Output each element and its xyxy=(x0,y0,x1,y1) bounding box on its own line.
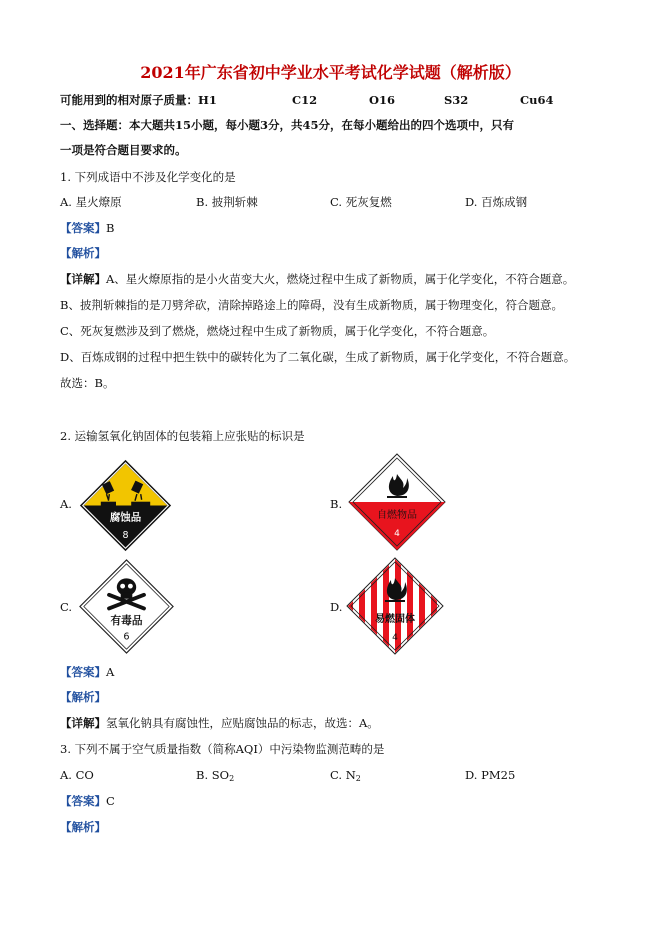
q2-detail-text: 氢氧化钠具有腐蚀性，应贴腐蚀品的标志，故选：A。 xyxy=(106,716,379,730)
q3-analysis-tag: 【解析】 xyxy=(60,820,106,834)
document-title: 2021年广东省初中学业水平考试化学试题（解析版） xyxy=(140,63,521,82)
spontaneous-combustion-icon xyxy=(347,452,447,552)
q2-detail xyxy=(60,716,379,730)
q1-stem: 1. 下列成语中不涉及化学变化的是 xyxy=(60,170,236,184)
spontaneous-label: 自燃物品 xyxy=(377,510,417,521)
atomic-mass-o: O16 xyxy=(369,93,396,107)
q3-option-d-text: D. PM25 xyxy=(465,768,516,782)
corrosive-label: 腐蚀品 xyxy=(109,511,142,524)
q2-answer xyxy=(60,665,114,679)
q3-option-b xyxy=(196,768,234,786)
atomic-mass-s: S32 xyxy=(444,93,469,107)
answer-tag: 【答案】 xyxy=(60,665,106,679)
flammable-solid-icon xyxy=(345,556,445,656)
flammable-label: 易燃固体 xyxy=(375,614,415,625)
q1-detail-b: B、披荆斩棘指的是刀劈斧砍，清除掉路途上的障碍，没有生成新物质，属于物理变化，符合题意。 xyxy=(60,298,563,312)
q1-option-d: D. 百炼成钢 xyxy=(465,195,528,209)
q3-option-a xyxy=(60,768,94,786)
q1-answer-value: B xyxy=(106,221,115,235)
spontaneous-class: 4 xyxy=(394,529,400,539)
section-heading-line1: 一、选择题：本大题共15小题，每小题3分，共45分，在每小题给出的四个选项中，只有 xyxy=(60,118,515,132)
detail-tag: 【详解】 xyxy=(60,716,106,730)
detail-tag: 【详解】 xyxy=(60,272,106,286)
q1-option-a: A. 星火燎原 xyxy=(60,195,122,209)
q2-option-d-letter: D. xyxy=(330,600,343,614)
q2-option-b-letter: B. xyxy=(330,497,343,511)
q1-option-b: B. 披荆斩棘 xyxy=(196,195,258,209)
q2-answer-value: A xyxy=(106,665,115,679)
q1-option-c: C. 死灰复燃 xyxy=(330,195,392,209)
atomic-mass-cu: Cu64 xyxy=(520,93,554,107)
corrosive-class: 8 xyxy=(122,529,129,541)
toxic-label: 有毒品 xyxy=(110,613,143,627)
q2-option-c-letter: C. xyxy=(60,600,73,614)
q1-detail-d: D、百炼成钢的过程中把生铁中的碳转化为了二氧化碳，生成了新物质，属于化学变化，不符合题意。 xyxy=(60,350,576,364)
q1-detail-c: C、死灰复燃涉及到了燃烧，燃烧过程中生成了新物质，属于化学变化，不符合题意。 xyxy=(60,324,495,338)
answer-tag: 【答案】 xyxy=(60,221,106,235)
q3-answer-value: C xyxy=(106,794,115,808)
q2-option-a-letter: A. xyxy=(60,497,72,511)
atomic-mass-c: C12 xyxy=(292,93,318,107)
q3-stem: 3. 下列不属于空气质量指数（简称AQI）中污染物监测范畴的是 xyxy=(60,742,385,756)
q1-detail-a-text: A、星火燎原指的是小火苗变大火，燃烧过程中生成了新物质，属于化学变化，不符合题意。 xyxy=(106,272,575,286)
q1-answer xyxy=(60,221,114,235)
q3-option-b-text: B. SO xyxy=(196,768,230,782)
q3-option-b-sub: 2 xyxy=(229,774,235,783)
q2-analysis-tag: 【解析】 xyxy=(60,690,106,704)
corrosive-icon xyxy=(78,458,173,553)
q3-option-c-sub: 2 xyxy=(355,774,361,783)
toxic-class: 6 xyxy=(123,631,130,643)
answer-tag: 【答案】 xyxy=(60,794,106,808)
q3-option-c-text: C. N xyxy=(330,768,356,782)
skull-icon xyxy=(78,558,175,655)
q1-analysis-tag: 【解析】 xyxy=(60,246,106,260)
q3-option-a-text: A. CO xyxy=(60,768,94,782)
flammable-class: 4 xyxy=(392,633,398,643)
q1-conclusion: 故选：B。 xyxy=(60,376,115,390)
q3-option-d xyxy=(465,768,515,786)
section-heading-line2: 一项是符合题目要求的。 xyxy=(60,143,187,157)
q3-option-c xyxy=(330,768,361,786)
atomic-mass-label: 可能用到的相对原子质量：H1 xyxy=(60,93,217,107)
q3-answer xyxy=(60,794,115,808)
q1-detail-a xyxy=(60,272,574,286)
q2-stem: 2. 运输氢氧化钠固体的包装箱上应张贴的标识是 xyxy=(60,429,305,443)
